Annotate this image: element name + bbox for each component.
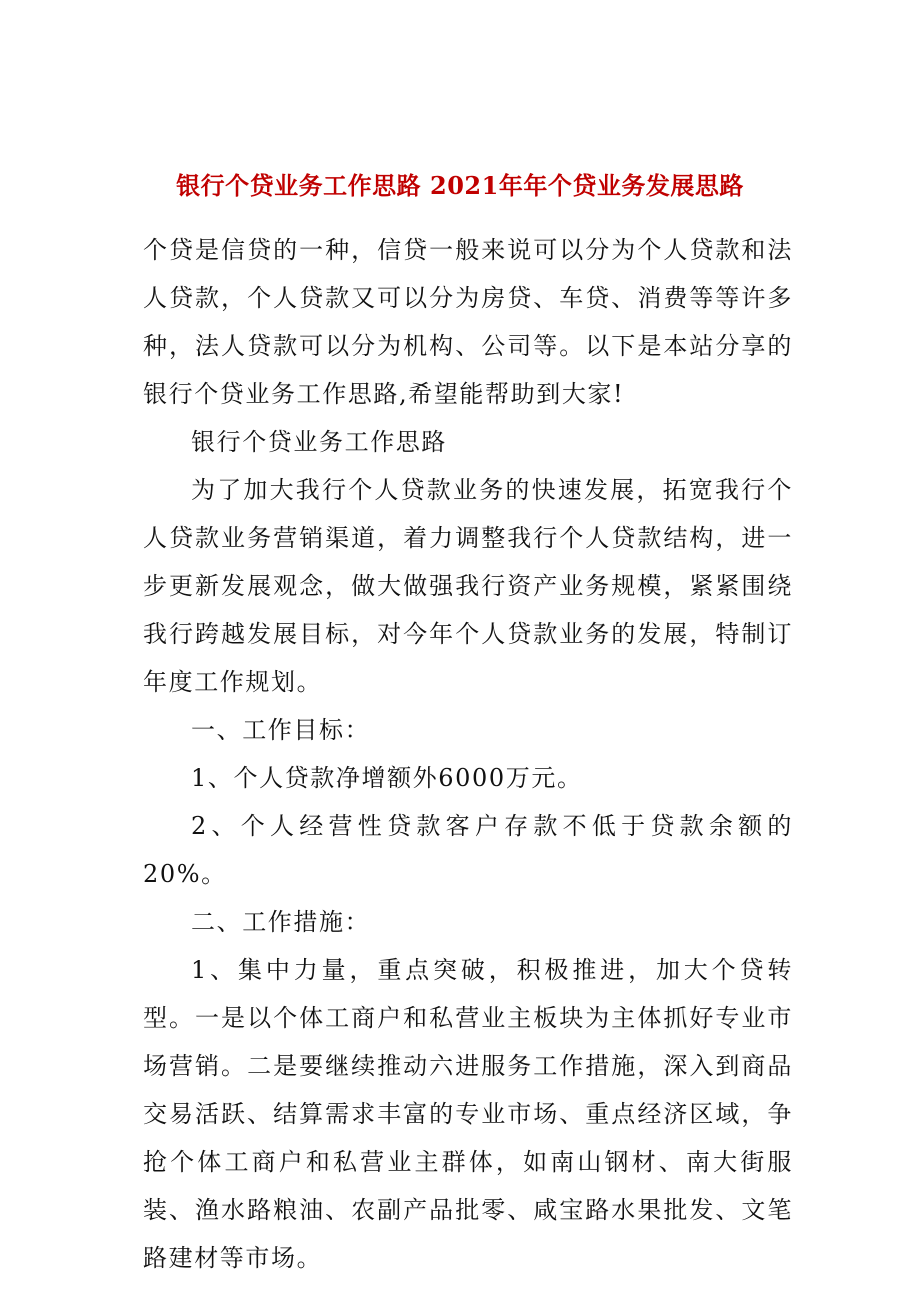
goals-heading: 一、工作目标： (191, 716, 371, 744)
intro-paragraph: 个贷是信贷的一种，信贷一般来说可以分为个人贷款和法人贷款，个人贷款又可以分为房贷、车贷、消费等等许多种，法人贷款可以分为机构、公司等。以下是本站分享的银行个贷业务工作思路,希望能帮助到大家! (143, 236, 793, 408)
section-heading: 银行个贷业务工作思路 (191, 428, 447, 456)
goal-item-1: 1、个人贷款净增额外6000万元。 (191, 764, 583, 792)
goal-item-2: 2、个人经营性贷款客户存款不低于贷款余额的20%。 (143, 812, 793, 888)
measures-heading: 二、工作措施： (191, 908, 371, 936)
body-paragraph: 为了加大我行个人贷款业务的快速发展，拓宽我行个人贷款业务营销渠道，着力调整我行个人贷款结构，进一步更新发展观念，做大做强我行资产业务规模，紧紧围绕我行跨越发展目标，对今年个人贷款业务的发展，特制订年度工作规划。 (143, 476, 793, 696)
document-body (143, 226, 793, 1282)
measure-item-1: 1、集中力量，重点突破，积极推进，加大个贷转型。一是以个体工商户和私营业主板块为主体抓好专业市场营销。二是要继续推动六进服务工作措施，深入到商品交易活跃、结算需求丰富的专业市场、重点经济区域，争抢个体工商户和私营业主群体，如南山钢材、南大街服装、渔水路粮油、农副产品批零、咸宝路水果批发、文笔路建材等市场。 (143, 956, 793, 1272)
document-title: 银行个贷业务工作思路 2021年年个贷业务发展思路 (176, 171, 744, 200)
